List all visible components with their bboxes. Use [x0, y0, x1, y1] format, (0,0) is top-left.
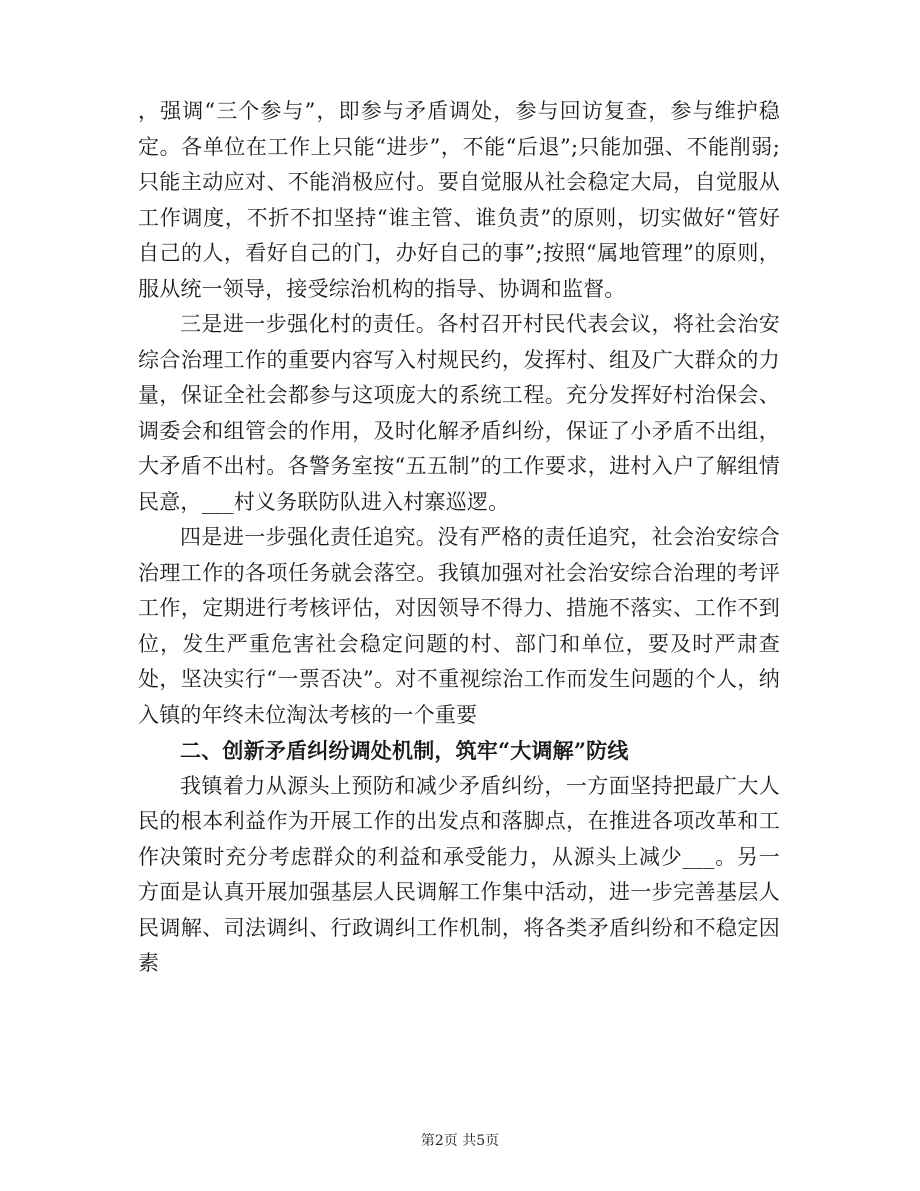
paragraph-3: 四是进一步强化责任追究。没有严格的责任追究，社会治安综合治理工作的各项任务就会落空。我镇加强对社会治安综合治理的考评工作，定期进行考核评估，对因领导不得力、措施不落实、工作不到位，发生严重危害社会稳定问题的村、部门和单位，要及时严肃查处，坚决实行“一票否决”。对不重视综治工作而发生问题的个人，纳入镇的年终未位淘汰考核的一个重要 — [138, 525, 780, 727]
paragraph-4: 我镇着力从源头上预防和减少矛盾纠纷，一方面坚持把最广大人民的根本利益作为开展工作的出发点和落脚点，在推进各项改革和工作决策时充分考虑群众的利益和承受能力，从源头上减少___。另一方面是认真开展加强基层人民调解工作集中活动，进一步完善基层人民调解、司法调纠、行政调纠工作机制，将各类矛盾纠纷和不稳定因素 — [138, 773, 780, 975]
page-number-footer: 第2页 共5页 — [420, 1133, 500, 1149]
section-heading: 二、创新矛盾纠纷调处机制，筑牢“大调解”防线 — [180, 738, 629, 763]
paragraph-1: ，强调“三个参与”，即参与矛盾调处，参与回访复查，参与维护稳定。各单位在工作上只能“进步”，不能“后退”;只能加强、不能削弱;只能主动应对、不能消极应付。要自觉服从社会稳定大局，自觉服从工作调度，不折不扣坚持“谁主管、谁负责”的原则，切实做好“管好自己的人，看好自己的门，办好自己的事”;按照“属地管理”的原则，服从统一领导，接受综治机构的指导、协调和监督。 — [138, 99, 780, 301]
document-body — [138, 94, 780, 982]
paragraph-2: 三是进一步强化村的责任。各村召开村民代表会议，将社会治安综合治理工作的重要内容写入村规民约，发挥村、组及广大群众的力量，保证全社会都参与这项庞大的系统工程。充分发挥好村治保会、调委会和组管会的作用，及时化解矛盾纠纷，保证了小矛盾不出组，大矛盾不出村。各警务室按“五五制”的工作要求，进村入户了解组情民意，___村义务联防队进入村寨巡逻。 — [138, 312, 780, 514]
